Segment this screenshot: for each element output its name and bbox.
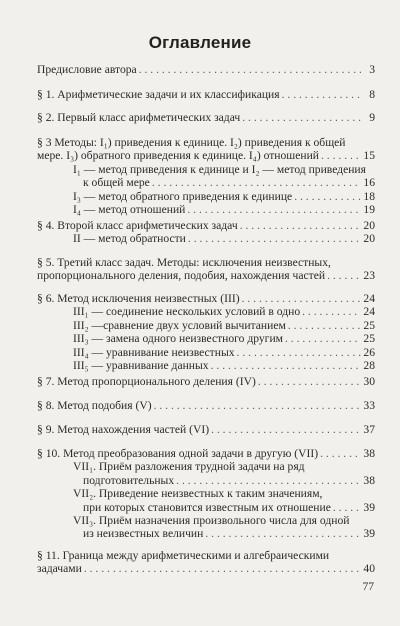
toc-line — [37, 461, 375, 474]
dot-leader — [288, 320, 361, 333]
toc-line-text: III₅ — уравнивание данных — [73, 358, 209, 372]
dot-leader — [205, 528, 361, 541]
toc-line — [37, 515, 375, 528]
toc-line — [37, 233, 375, 246]
toc-line — [37, 320, 375, 333]
toc-line — [37, 347, 375, 360]
toc-line — [37, 293, 375, 306]
dot-leader — [240, 220, 361, 233]
dot-leader — [258, 376, 361, 389]
toc-page-number: 30 — [363, 375, 375, 388]
toc-line-text: I₃ — метод обратного приведения к единице — [73, 189, 293, 203]
dot-leader — [302, 306, 361, 319]
page-title: Оглавление — [148, 33, 252, 52]
toc-entry — [37, 376, 375, 389]
dot-leader — [187, 204, 361, 217]
toc-page-number: 24 — [363, 292, 375, 305]
toc-line-text: из неизвестных величин — [83, 527, 204, 541]
toc-page-number: 20 — [363, 232, 375, 246]
toc-line — [37, 360, 375, 373]
toc-line-text: § 5. Третий класс задач. Методы: исключения неизвестных, — [37, 256, 331, 269]
toc-line-text: мере. I₃) обратного приведения к единице. I₄) отношений — [37, 149, 319, 163]
toc-line — [37, 257, 375, 270]
toc-line-text: пропорционального деления, подобия, нахождения частей — [37, 269, 326, 283]
toc-page-number: 16 — [363, 176, 375, 190]
dot-leader — [320, 448, 361, 461]
toc-line — [37, 488, 375, 501]
toc-line-text: § 9. Метод нахождения частей (VI) — [37, 423, 210, 436]
dot-leader — [321, 150, 361, 163]
toc-line-text: при которых становится известным их отношение — [83, 500, 331, 514]
toc-page-number: 38 — [363, 447, 375, 460]
toc-line — [37, 528, 375, 541]
toc-line — [37, 191, 375, 204]
toc-page-number: 37 — [363, 423, 375, 436]
toc-entry — [37, 220, 375, 247]
toc-line — [37, 270, 375, 283]
toc-line-text: I₄ — метод отношений — [73, 202, 186, 216]
toc-page-number: 40 — [363, 562, 375, 576]
toc-line — [37, 112, 375, 125]
toc-line-text: III₂ —сравнение двух условий вычитанием — [73, 318, 286, 332]
toc-line-text: § 3 Методы: I₁) приведения к единице. I₂) приведения к общей — [37, 136, 346, 149]
toc-line — [37, 164, 375, 177]
dot-leader — [152, 177, 361, 190]
toc-page-number: 28 — [363, 358, 375, 372]
toc-line — [37, 137, 375, 150]
toc-page-number: 19 — [363, 202, 375, 216]
toc-line-text: § 2. Первый класс арифметических задач — [37, 111, 241, 124]
toc-page-number: 9 — [369, 111, 375, 124]
toc-entry — [37, 293, 375, 373]
toc-line-text: подготовительных — [83, 473, 175, 487]
toc-line-text: I₁ — метод приведения к единице и I₂ — метод приведения — [73, 162, 366, 176]
toc-line — [37, 376, 375, 389]
toc-entry — [37, 112, 375, 125]
toc-line-text: задачами — [37, 562, 82, 576]
toc-page-number: 20 — [363, 219, 375, 232]
toc-line-text: VII₂. Приведение неизвестных к таким значениям, — [73, 487, 323, 501]
toc-line-text: III₁ — соединение нескольких условий в одно — [73, 305, 301, 319]
dot-leader — [211, 424, 361, 437]
dot-leader — [188, 233, 361, 246]
toc-line — [37, 220, 375, 233]
dot-leader — [84, 563, 361, 576]
dot-leader — [285, 333, 361, 346]
toc-page-number: 3 — [369, 63, 375, 76]
toc-line — [37, 550, 375, 563]
toc-entry — [37, 400, 375, 413]
toc-line-text: III₃ — замена одного неизвестного другим — [73, 332, 283, 346]
toc-page-number: 33 — [363, 399, 375, 412]
dot-leader — [211, 360, 361, 373]
toc-page-number: 23 — [363, 269, 375, 283]
toc-page-number: 26 — [363, 345, 375, 359]
toc-page-number: 25 — [363, 318, 375, 332]
toc-line-text: § 7. Метод пропорционального деления (IV) — [37, 375, 256, 388]
toc-line — [37, 64, 375, 77]
toc-line — [37, 333, 375, 346]
toc-line — [37, 89, 375, 102]
toc-page-number: 18 — [363, 189, 375, 203]
dot-leader — [154, 400, 361, 413]
toc-line-text: § 4. Второй класс арифметических задач — [37, 219, 238, 232]
dot-leader — [237, 347, 361, 360]
toc-entry — [37, 257, 375, 284]
toc-entry — [37, 448, 375, 542]
toc-page-number: 25 — [363, 332, 375, 346]
toc-entry — [37, 137, 375, 217]
dot-leader — [282, 89, 361, 102]
toc-line — [37, 177, 375, 190]
toc-line — [37, 424, 375, 437]
toc-line-text: § 1. Арифметические задачи и их классификация — [37, 88, 280, 101]
toc-page-number: 15 — [363, 149, 375, 163]
toc-line-text: § 8. Метод подобия (V) — [37, 399, 152, 412]
toc-line-text: VII₃. Приём назначения произвольного числа для одной — [73, 513, 350, 527]
toc-line-text: § 11. Граница между арифметическими и алгебраическими — [37, 549, 330, 562]
toc-page-number: 39 — [363, 500, 375, 514]
dot-leader — [294, 191, 361, 204]
toc-line — [37, 563, 375, 576]
toc-page-number: 24 — [363, 305, 375, 319]
dot-leader — [242, 112, 361, 125]
toc-page-number: 38 — [363, 473, 375, 487]
toc-page-number: 39 — [363, 527, 375, 541]
toc-line — [37, 475, 375, 488]
toc-line-text: Предисловие автора — [37, 63, 137, 76]
toc-entry — [37, 89, 375, 102]
toc-line — [37, 448, 375, 461]
toc-line-text: III₄ — уравнивание неизвестных — [73, 345, 235, 359]
toc-page-number: 8 — [369, 88, 375, 101]
toc-line — [37, 150, 375, 163]
dot-leader — [242, 293, 361, 306]
dot-leader — [327, 270, 361, 283]
dot-leader — [333, 502, 361, 515]
page-number: 77 — [362, 581, 374, 593]
toc-line-text: к общей мере — [83, 176, 150, 190]
toc-line — [37, 502, 375, 515]
toc-line — [37, 306, 375, 319]
toc-line-text: II — метод обратности — [73, 232, 186, 246]
toc-line-text: § 10. Метод преобразования одной задачи в другую (VII) — [37, 447, 319, 460]
dot-leader — [139, 64, 361, 77]
toc-entry — [37, 424, 375, 437]
dot-leader — [176, 475, 361, 488]
toc-line — [37, 400, 375, 413]
toc-entry — [37, 550, 375, 577]
toc-line-text: VII₁. Приём разложения трудной задачи на ряд — [73, 460, 305, 474]
toc-line — [37, 204, 375, 217]
toc-entry — [37, 64, 375, 77]
toc-line-text: § 6. Метод исключения неизвестных (III) — [37, 292, 240, 305]
